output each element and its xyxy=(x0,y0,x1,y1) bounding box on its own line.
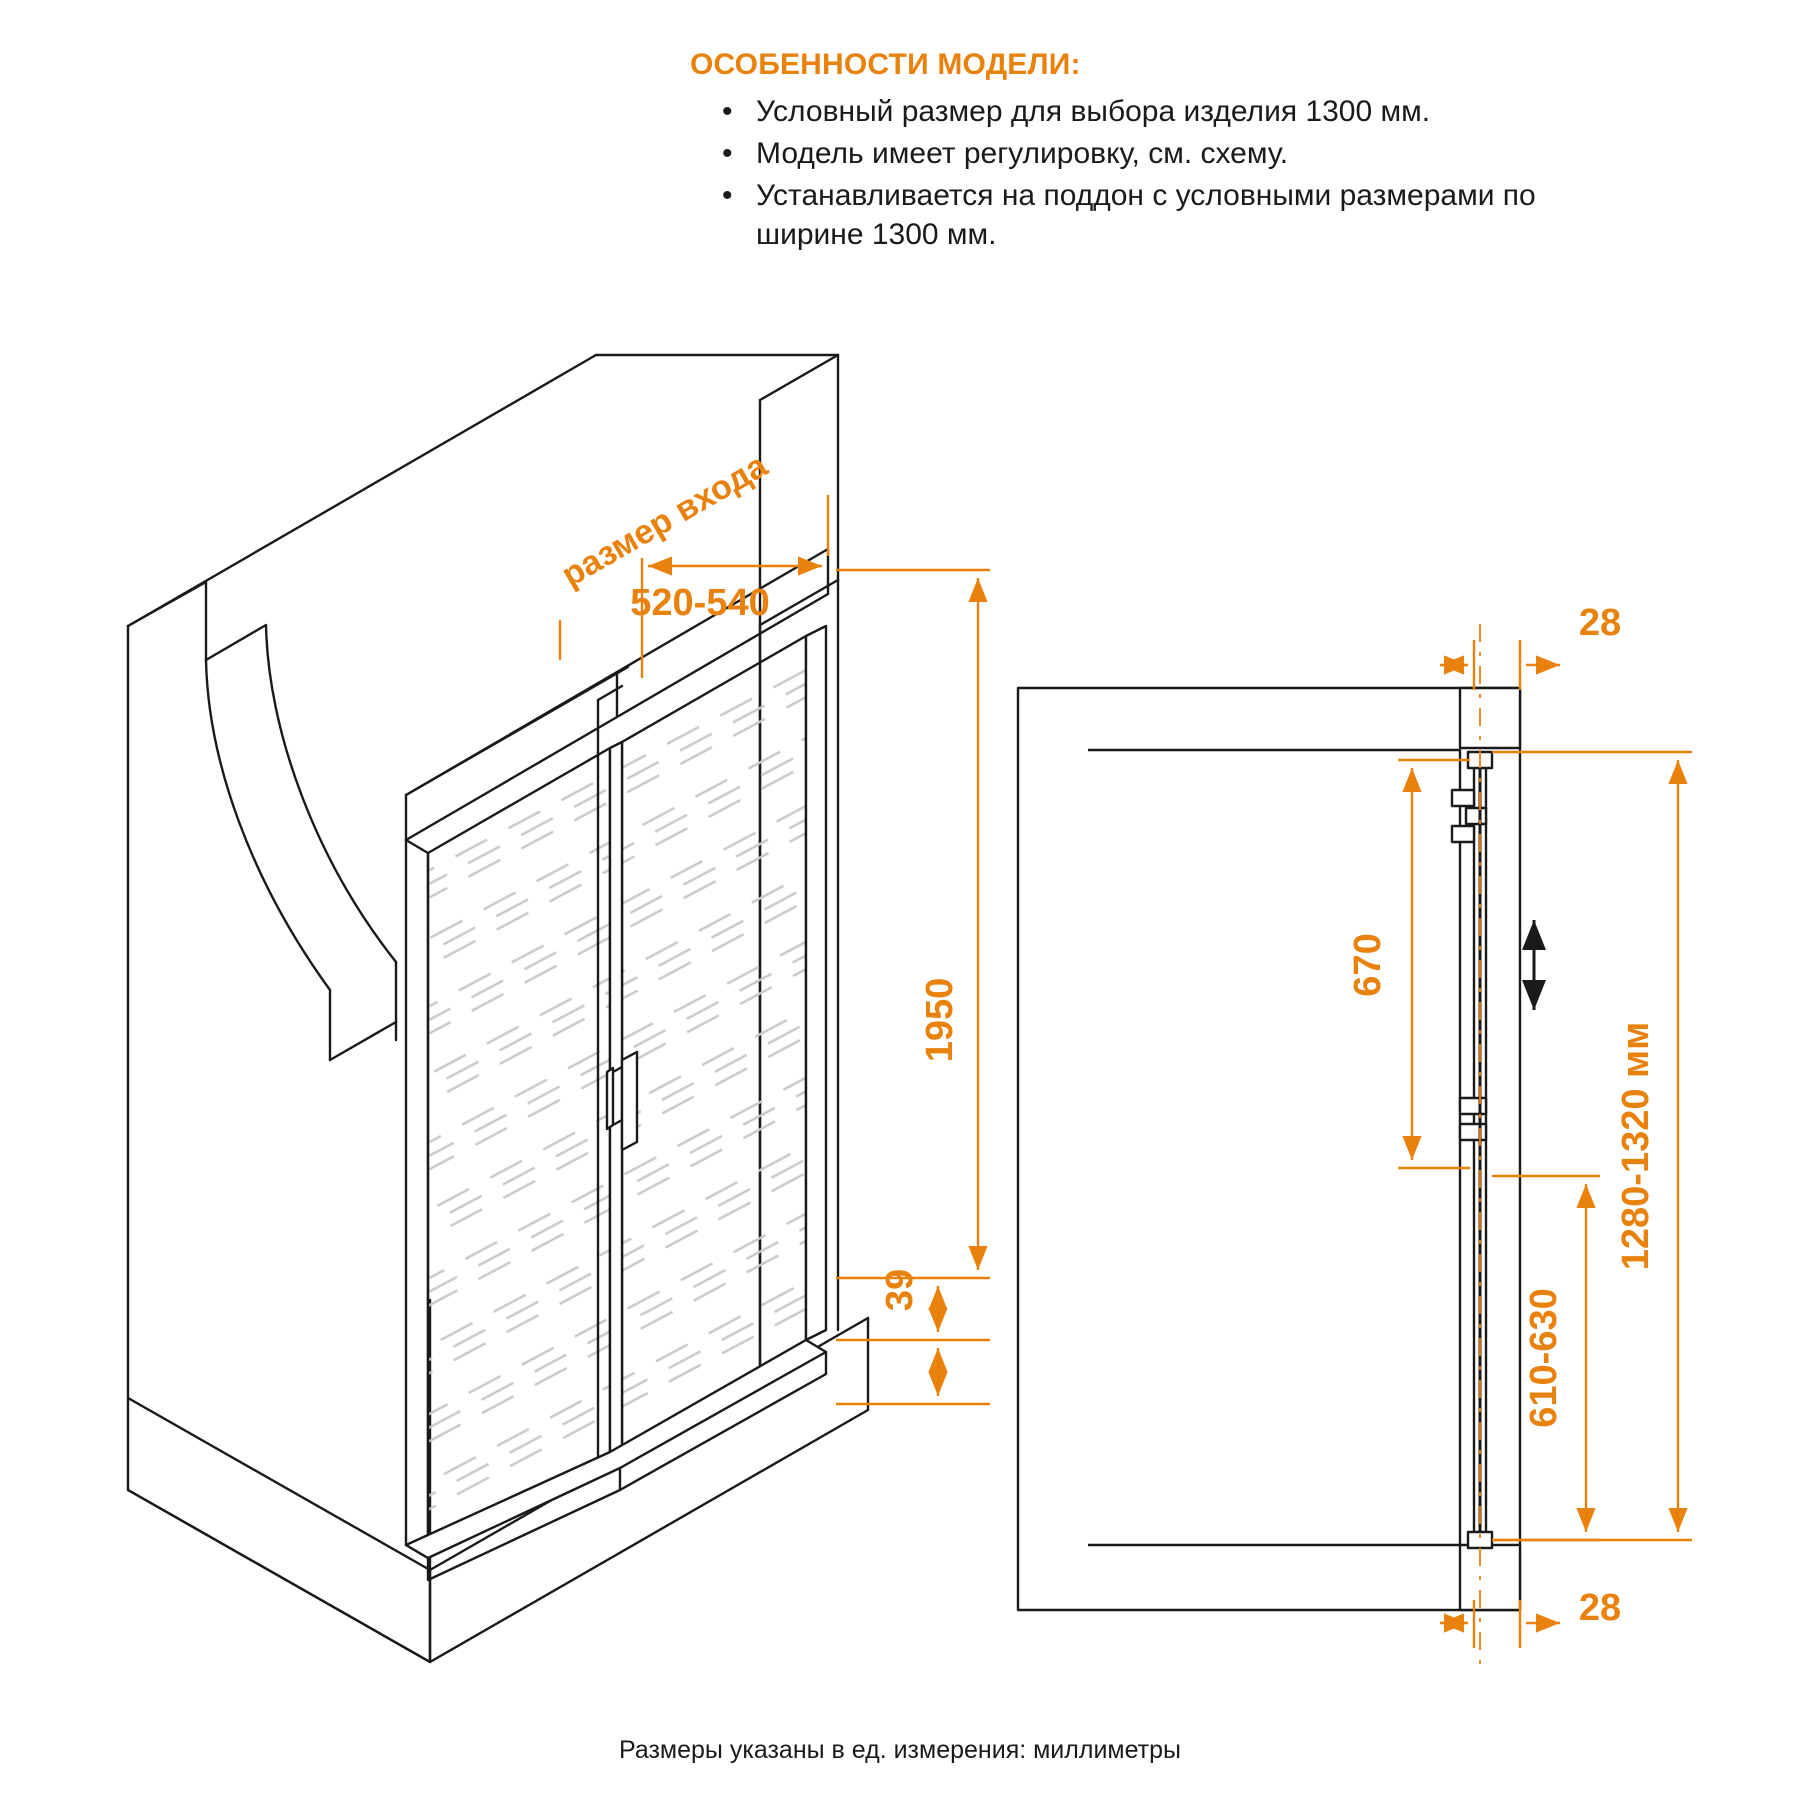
label-bottom-profile-28: 28 xyxy=(1578,1587,1622,1629)
label-height-1950: 1950 xyxy=(919,977,961,1063)
label-entrance-size: размер входа xyxy=(555,446,774,595)
label-top-profile-28: 28 xyxy=(1578,602,1622,644)
label-entrance-value: 520-540 xyxy=(630,582,770,624)
features-title: ОСОБЕННОСТИ МОДЕЛИ: xyxy=(690,48,1081,81)
label-total-1280-1320: 1280-1320 мм xyxy=(1615,1021,1657,1271)
label-inner-670: 670 xyxy=(1347,933,1389,997)
label-base-39: 39 xyxy=(879,1268,921,1312)
bullet-icon: • xyxy=(722,95,733,128)
units-footnote: Размеры указаны в ед. измерения: миллиметры xyxy=(619,1736,1181,1764)
label-adjust-610-630: 610-630 xyxy=(1523,1288,1565,1428)
bullet-icon: • xyxy=(722,179,733,212)
bullet-icon: • xyxy=(722,137,733,170)
list-item-label: Модель имеет регулировку, см. схему. xyxy=(756,137,1289,170)
list-item-label: Условный размер для выбора изделия 1300 мм. xyxy=(756,95,1431,128)
list-item-label: Устанавливается на поддон с условными размерами по ширине 1300 мм. xyxy=(756,179,1536,251)
